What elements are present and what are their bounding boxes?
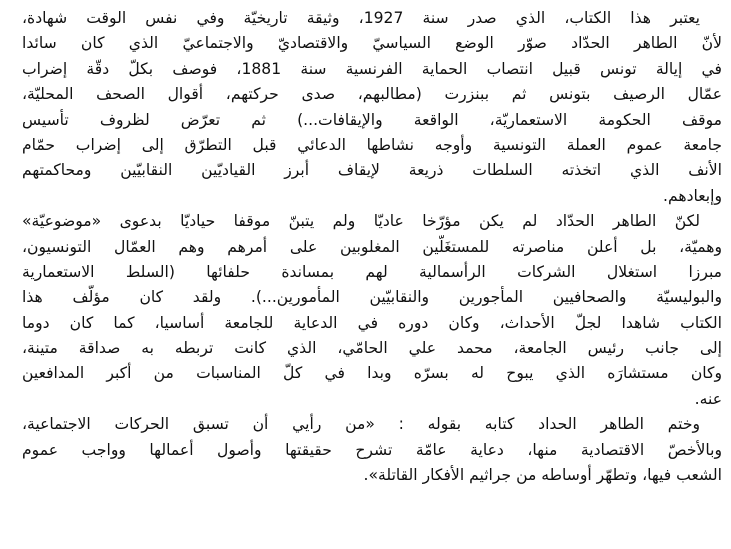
text-line: جامعة عموم العملة التونسية وأوجه نشاطها الدعائي قبل التطرّق إلى إضراب حمّام — [22, 135, 722, 154]
text-line: وكان مستشارَه الذي يبوح له بسرّه وبدا في كلّ المناسبات من أكبر المدافعين — [22, 364, 722, 383]
text-line: الكتاب شاهدا لجلّ الأحداث، وكان دوره في الدعاية للجامعة أساسيا، كما كان دوما — [22, 313, 722, 332]
text-line: لأنّ الطاهر الحدّاد صوّر الوضع السياسيّ والاقتصاديّ والاجتماعيّ الذي كان سائدا — [22, 34, 722, 53]
text-line: وبالأخصّ الاقتصادية منها، دعاية عامّة تشرح حقيقتها وأصول أعمالها وواجب عموم — [22, 440, 722, 459]
text-line: عمّال الرصيف بتونس ثم ببنزرت (مطالبهم، صدى حركتهم، أقوال الصحف المحليّة، — [22, 85, 722, 104]
text-line: الأنف الذي اتخذته السلطات ذريعة لإيقاف أبرز القياديّين النقابيّين ومحاكمتهم — [22, 161, 722, 180]
text-line: في إيالة تونس قبيل انتصاب الحماية الفرنسية سنة 1881، فوصف بكلّ دقّة إضراب — [22, 59, 722, 78]
document-page — [22, 6, 722, 544]
text-line: إلى جانب رئيس الجامعة، محمد علي الحامّي، الذي كانت تربطه به صداقة متينة، — [22, 339, 722, 358]
paragraph-2 — [22, 209, 722, 412]
text-line: مبرزا استغلال الشركات الرأسمالية لهم بمساندة حلفائها (السلط الاستعمارية — [22, 262, 722, 281]
paragraph-3 — [22, 412, 722, 488]
text-line: وختم الطاهر الحداد كتابه بقوله : «من رأيي أن تسبق الحركات الاجتماعية، — [22, 415, 700, 434]
text-line: وهميّة، بل أعلن مناصرته للمستغَلّين المغلوبين على أمرهم وهم العمّال التونسيون، — [22, 237, 722, 256]
text-line: لكنّ الطاهر الحدّاد لم يكن مؤرّخا عاديّا ولم يتبنّ موقفا حياديّا بدعوى «موضوعيّة» — [22, 212, 700, 231]
text-line: وإبعادهم. — [663, 186, 722, 205]
text-line: والبوليسيّة والصحافيين المأجورين والنقابيّين المأمورين...). ولقد كان مؤلّف هذا — [22, 288, 722, 307]
text-line: يعتبر هذا الكتاب، الذي صدر سنة 1927، وثيقة تاريخيّة وفي نفس الوقت شهادة، — [22, 9, 700, 27]
paragraph-1 — [22, 6, 722, 209]
text-line: الشعب فيها، وتطهّر أوساطه من جراثيم الأفكار القاتلة». — [363, 466, 722, 485]
text-line: عنه. — [694, 389, 722, 408]
text-line: موقف الحكومة الاستعماريّة، الواقعة والإيقافات...) ثم تعرّض لظروف تأسيس — [22, 110, 722, 129]
